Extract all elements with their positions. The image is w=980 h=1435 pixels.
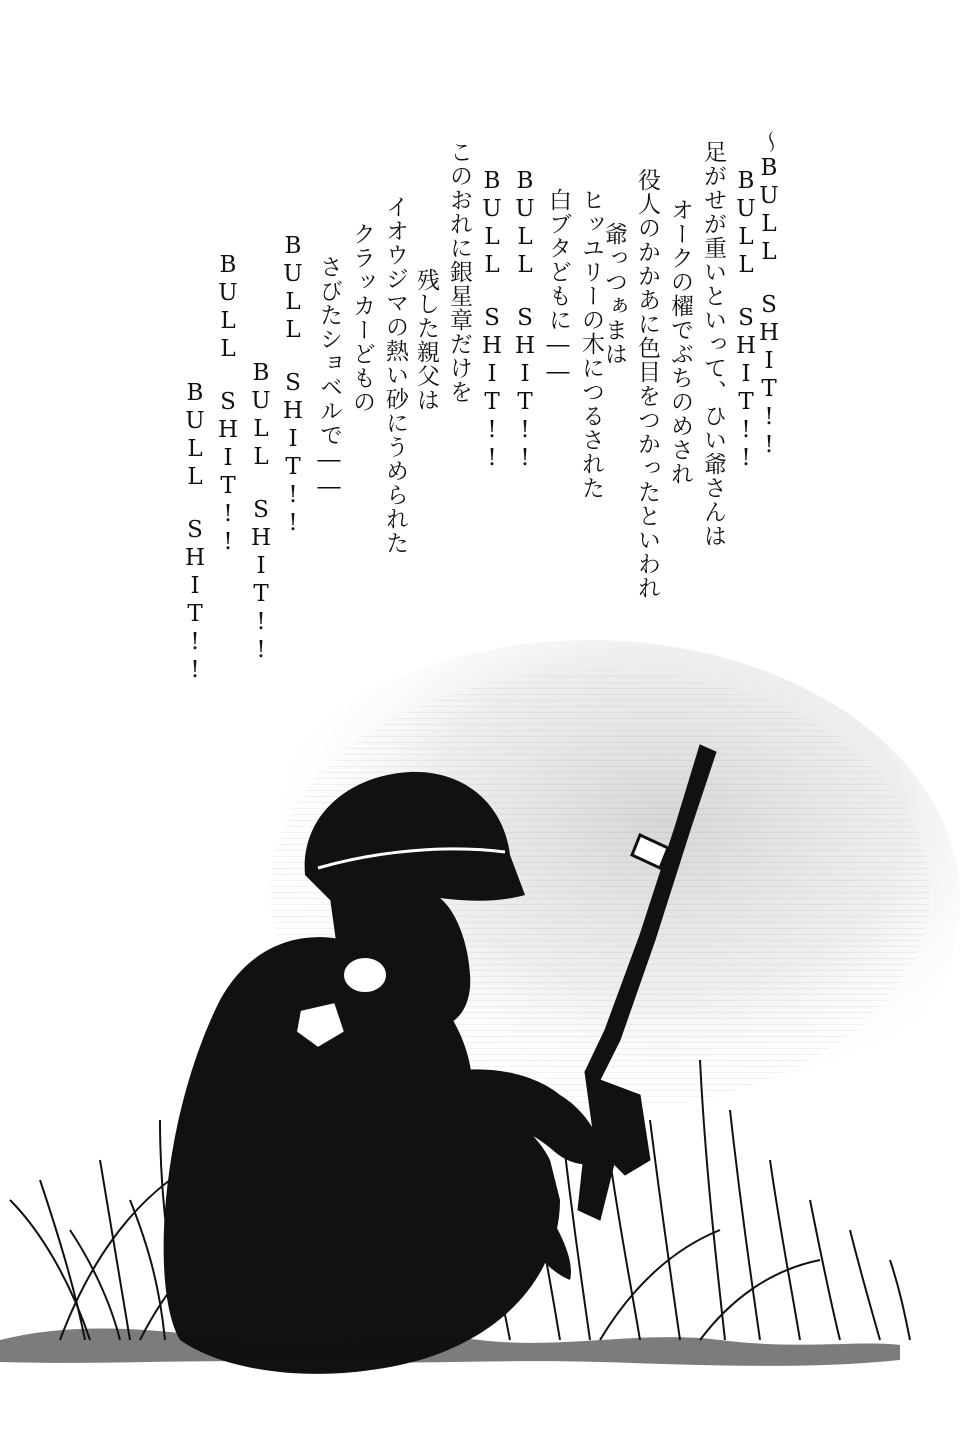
lyric-line-8: 白ブタどもに―― (545, 188, 571, 386)
lyric-line-13: イオウジマの熱い砂にうめられた (382, 195, 408, 555)
lyric-line-18: BULL SHIT!! (215, 252, 241, 557)
lyric-line-1: 〜BULL SHIT!! (756, 130, 782, 460)
lyric-line-19: BULL SHIT!! (182, 380, 208, 685)
lyric-line-5: 役人のかかあに色目をつかったといわれ (634, 168, 660, 600)
gear-detail (343, 957, 387, 993)
lyric-line-3: 足がせが重いといって、ひい爺さんは (700, 140, 726, 548)
lyric-line-2: BULL SHIT!! (733, 168, 759, 473)
lyric-line-15: さびたショベルで―― (316, 255, 342, 501)
lyric-line-11: このおれに銀星章だけを (446, 140, 472, 404)
lyric-line-6: 爺っつぁまは (601, 222, 627, 366)
lyric-line-4: オークの櫂でぶちのめされ (667, 198, 693, 486)
lyric-line-7: ヒッユリーの木につるされた (578, 188, 604, 500)
lyric-line-14: クラッカーどもの (349, 222, 375, 414)
lyric-line-17: BULL SHIT!! (248, 360, 274, 665)
lyric-line-9: BULL SHIT!! (512, 168, 538, 473)
soldier-in-grass-illustration (0, 640, 980, 1435)
lyric-line-16: BULL SHIT!! (280, 233, 306, 538)
lyric-line-10: BULL SHIT!! (479, 168, 505, 473)
lyric-line-12: 残した親父は (413, 268, 439, 412)
